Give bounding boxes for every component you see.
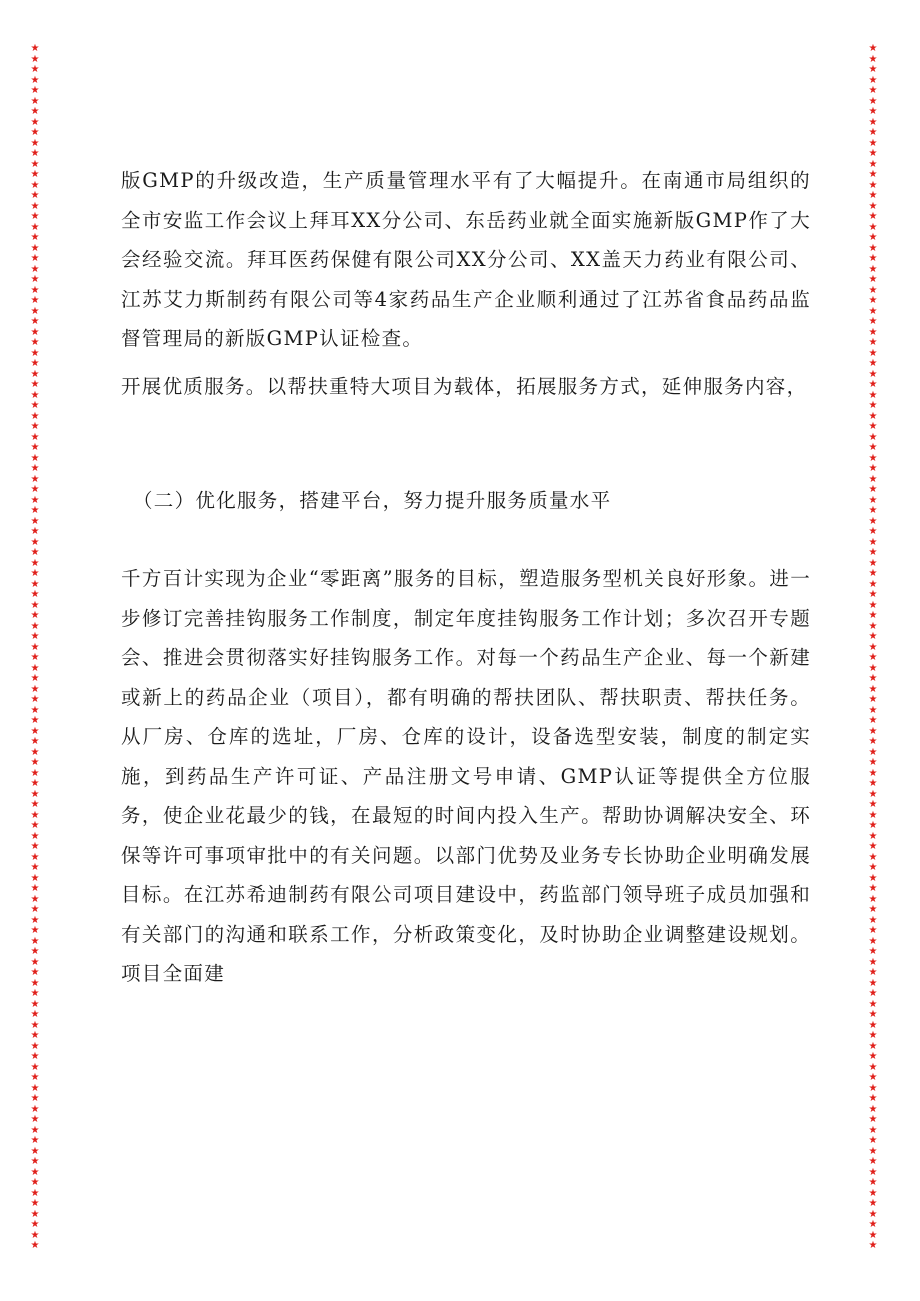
star-icon: ★ (30, 221, 40, 233)
star-icon: ★ (868, 1240, 878, 1251)
star-icon: ★ (30, 620, 40, 632)
star-icon: ★ (868, 368, 878, 380)
star-icon: ★ (30, 305, 40, 317)
star-icon: ★ (30, 1198, 40, 1209)
star-icon: ★ (868, 715, 878, 726)
star-icon: ★ (868, 127, 878, 138)
star-icon: ★ (868, 44, 878, 54)
star-icon: ★ (868, 211, 878, 222)
star-icon: ★ (30, 463, 40, 474)
paragraph-quality-service: 开展优质服务。以帮扶重特大项目为载体，拓展服务方式，延伸服务内容， (121, 374, 808, 398)
star-icon: ★ (30, 988, 40, 999)
star-icon: ★ (30, 683, 40, 695)
star-icon: ★ (868, 473, 878, 485)
star-icon: ★ (868, 977, 878, 989)
star-icon: ★ (868, 526, 878, 537)
star-icon: ★ (868, 1114, 878, 1125)
star-icon: ★ (868, 85, 878, 96)
star-icon: ★ (868, 421, 878, 432)
star-icon: ★ (30, 610, 40, 621)
star-icon: ★ (30, 914, 40, 926)
star-icon: ★ (30, 557, 40, 569)
star-icon: ★ (868, 1072, 878, 1083)
star-icon: ★ (868, 148, 878, 159)
star-icon: ★ (868, 190, 878, 201)
star-icon: ★ (868, 557, 878, 569)
star-icon: ★ (868, 200, 878, 212)
star-icon: ★ (30, 1177, 40, 1188)
star-icon: ★ (868, 1030, 878, 1041)
star-icon: ★ (30, 253, 40, 264)
star-icon: ★ (30, 925, 40, 936)
star-icon: ★ (30, 127, 40, 138)
star-icon: ★ (30, 631, 40, 642)
star-icon: ★ (868, 1156, 878, 1167)
star-icon: ★ (868, 295, 878, 306)
star-icon: ★ (868, 683, 878, 695)
star-icon: ★ (30, 767, 40, 779)
star-icon: ★ (868, 389, 878, 401)
star-icon: ★ (30, 74, 40, 86)
star-icon: ★ (30, 736, 40, 747)
star-icon: ★ (868, 547, 878, 558)
star-icon: ★ (30, 326, 40, 338)
star-icon: ★ (868, 736, 878, 747)
star-icon: ★ (868, 1009, 878, 1020)
star-icon: ★ (868, 641, 878, 653)
star-icon: ★ (868, 1135, 878, 1146)
star-icon: ★ (30, 946, 40, 957)
star-icon: ★ (30, 505, 40, 516)
star-icon: ★ (868, 652, 878, 663)
star-icon: ★ (868, 158, 878, 170)
star-icon: ★ (30, 757, 40, 768)
star-icon: ★ (868, 53, 878, 65)
star-icon: ★ (868, 536, 878, 548)
star-icon: ★ (30, 883, 40, 894)
star-icon: ★ (30, 694, 40, 705)
star-icon: ★ (30, 893, 40, 905)
star-icon: ★ (868, 988, 878, 999)
section-heading: （二）优化服务，搭建平台，努力提升服务质量水平 (133, 489, 612, 512)
star-icon: ★ (30, 977, 40, 989)
star-icon: ★ (868, 904, 878, 915)
star-icon: ★ (30, 799, 40, 810)
star-icon: ★ (868, 137, 878, 149)
star-icon: ★ (30, 1061, 40, 1073)
star-icon: ★ (30, 1093, 40, 1104)
star-icon: ★ (868, 725, 878, 737)
star-icon: ★ (868, 767, 878, 779)
star-icon: ★ (868, 1124, 878, 1136)
star-icon: ★ (30, 1187, 40, 1199)
star-icon: ★ (868, 442, 878, 453)
star-icon: ★ (30, 379, 40, 390)
star-icon: ★ (868, 494, 878, 506)
star-icon: ★ (868, 631, 878, 642)
star-icon: ★ (868, 673, 878, 684)
star-icon: ★ (30, 452, 40, 464)
star-icon: ★ (868, 599, 878, 611)
star-icon: ★ (30, 421, 40, 432)
star-icon: ★ (868, 704, 878, 716)
star-icon: ★ (868, 221, 878, 233)
star-icon: ★ (30, 137, 40, 149)
star-icon: ★ (30, 1009, 40, 1020)
star-icon: ★ (30, 1030, 40, 1041)
star-icon: ★ (30, 830, 40, 842)
star-icon: ★ (868, 589, 878, 600)
star-icon: ★ (868, 1051, 878, 1062)
document-body-bottom (121, 559, 811, 994)
star-icon: ★ (868, 799, 878, 810)
star-icon: ★ (868, 757, 878, 768)
star-icon: ★ (30, 1229, 40, 1241)
star-icon: ★ (30, 274, 40, 285)
star-icon: ★ (30, 44, 40, 54)
star-icon: ★ (868, 169, 878, 180)
star-icon: ★ (868, 74, 878, 86)
star-icon: ★ (30, 484, 40, 495)
star-icon: ★ (30, 652, 40, 663)
star-icon: ★ (868, 841, 878, 852)
document-body-top (121, 161, 811, 406)
star-icon: ★ (868, 1187, 878, 1199)
star-icon: ★ (30, 1166, 40, 1178)
star-icon: ★ (868, 914, 878, 926)
star-icon: ★ (868, 872, 878, 884)
star-icon: ★ (868, 778, 878, 789)
star-icon: ★ (868, 179, 878, 191)
star-icon: ★ (868, 1177, 878, 1188)
star-icon: ★ (30, 442, 40, 453)
star-icon: ★ (868, 484, 878, 495)
star-icon: ★ (868, 284, 878, 296)
star-icon: ★ (30, 232, 40, 243)
star-icon: ★ (30, 337, 40, 348)
star-icon: ★ (30, 85, 40, 96)
star-icon: ★ (30, 778, 40, 789)
star-icon: ★ (30, 158, 40, 170)
star-icon: ★ (30, 809, 40, 821)
star-icon: ★ (30, 904, 40, 915)
star-icon: ★ (30, 1156, 40, 1167)
star-icon: ★ (30, 515, 40, 527)
star-icon: ★ (868, 452, 878, 464)
star-icon: ★ (30, 211, 40, 222)
star-icon: ★ (30, 1082, 40, 1094)
star-icon: ★ (30, 1145, 40, 1157)
star-icon: ★ (30, 347, 40, 359)
star-icon: ★ (30, 431, 40, 443)
star-icon: ★ (868, 410, 878, 422)
right-star-border (866, 44, 880, 1252)
star-icon: ★ (868, 935, 878, 947)
star-icon: ★ (868, 64, 878, 75)
star-icon: ★ (30, 1135, 40, 1146)
star-icon: ★ (30, 704, 40, 716)
star-icon: ★ (30, 95, 40, 107)
star-icon: ★ (30, 190, 40, 201)
star-icon: ★ (30, 116, 40, 128)
star-icon: ★ (30, 368, 40, 380)
star-icon: ★ (30, 578, 40, 590)
star-icon: ★ (30, 106, 40, 117)
star-icon: ★ (868, 1198, 878, 1209)
star-icon: ★ (30, 473, 40, 485)
star-icon: ★ (30, 242, 40, 254)
star-icon: ★ (30, 589, 40, 600)
star-icon: ★ (868, 263, 878, 275)
star-icon: ★ (868, 998, 878, 1010)
paragraph-gap (121, 359, 811, 367)
paragraph-zero-distance-service: 千方百计实现为企业“零距离”服务的目标，塑造服务型机关良好形象。进一步修订完善挂钩服务工作制度，制定年度挂钩服务工作计划；多次召开专题会、推进会贯彻落实好挂钩服务工作。对每一个药品生产企业、每一个新建或新上的药品企业（项目），都有明确的帮扶团队、帮扶职责、帮扶任务。从厂房、仓库的选址，厂房、仓库的设计，设备选型安装，制度的制定实施，到药品生产许可证、产品注册文号申请、GMP认证等提供全方位服务，使企业花最少的钱，在最短的时间内投入生产。帮助协调解决安全、环保等许可事项审批中的有关问题。以部门优势及业务专长协助企业明确发展目标。在江苏希迪制药有限公司项目建设中，药监部门领导班子成员加强和有关部门的沟通和联系工作，分析政策变化，及时协助企业调整建设规划。项目全面建 (121, 567, 811, 985)
star-icon: ★ (868, 1082, 878, 1094)
star-icon: ★ (30, 389, 40, 401)
star-icon: ★ (30, 1103, 40, 1115)
star-icon: ★ (868, 337, 878, 348)
star-icon: ★ (30, 526, 40, 537)
star-icon: ★ (868, 1219, 878, 1230)
star-icon: ★ (868, 1040, 878, 1052)
star-icon: ★ (30, 169, 40, 180)
star-icon: ★ (30, 851, 40, 863)
star-icon: ★ (868, 851, 878, 863)
star-icon: ★ (868, 463, 878, 474)
paragraph-gmp-upgrade: 版GMP的升级改造，生产质量管理水平有了大幅提升。在南通市局组织的全市安监工作会议上拜耳XX分公司、东岳药业就全面实施新版GMP作了大会经验交流。拜耳医药保健有限公司XX分公司、XX盖天力药业有限公司、江苏艾力斯制药有限公司等4家药品生产企业顺利通过了江苏省食品药品监督管理局的新版GMP认证检查。 (121, 169, 811, 350)
star-icon: ★ (30, 715, 40, 726)
star-icon: ★ (30, 1072, 40, 1083)
star-icon: ★ (868, 242, 878, 254)
star-icon: ★ (30, 820, 40, 831)
star-icon: ★ (868, 883, 878, 894)
star-icon: ★ (868, 400, 878, 411)
star-icon: ★ (30, 316, 40, 327)
star-icon: ★ (868, 610, 878, 621)
star-icon: ★ (30, 872, 40, 884)
star-icon: ★ (868, 809, 878, 821)
star-icon: ★ (30, 200, 40, 212)
star-icon: ★ (868, 305, 878, 317)
star-icon: ★ (868, 893, 878, 905)
star-icon: ★ (868, 1145, 878, 1157)
star-icon: ★ (868, 568, 878, 579)
star-icon: ★ (30, 358, 40, 369)
star-icon: ★ (30, 662, 40, 674)
star-icon: ★ (868, 1019, 878, 1031)
star-icon: ★ (30, 179, 40, 191)
star-icon: ★ (868, 788, 878, 800)
star-icon: ★ (868, 956, 878, 968)
star-icon: ★ (30, 1219, 40, 1230)
star-icon: ★ (30, 410, 40, 422)
star-icon: ★ (868, 620, 878, 632)
star-icon: ★ (30, 599, 40, 611)
star-icon: ★ (30, 1051, 40, 1062)
star-icon: ★ (30, 148, 40, 159)
star-icon: ★ (868, 830, 878, 842)
star-icon: ★ (30, 967, 40, 978)
star-icon: ★ (30, 1240, 40, 1251)
star-icon: ★ (30, 263, 40, 275)
star-icon: ★ (868, 578, 878, 590)
star-icon: ★ (868, 253, 878, 264)
star-icon: ★ (868, 316, 878, 327)
star-icon: ★ (30, 64, 40, 75)
star-icon: ★ (30, 1124, 40, 1136)
star-icon: ★ (868, 232, 878, 243)
star-icon: ★ (868, 116, 878, 128)
star-icon: ★ (868, 431, 878, 443)
star-icon: ★ (868, 946, 878, 957)
star-icon: ★ (868, 1061, 878, 1073)
star-icon: ★ (868, 1229, 878, 1241)
star-icon: ★ (30, 1040, 40, 1052)
star-icon: ★ (30, 284, 40, 296)
star-icon: ★ (30, 494, 40, 506)
star-icon: ★ (868, 746, 878, 758)
star-icon: ★ (868, 925, 878, 936)
star-icon: ★ (868, 862, 878, 873)
star-icon: ★ (868, 1103, 878, 1115)
star-icon: ★ (30, 841, 40, 852)
star-icon: ★ (868, 274, 878, 285)
star-icon: ★ (30, 956, 40, 968)
star-icon: ★ (868, 967, 878, 978)
star-icon: ★ (30, 536, 40, 548)
star-icon: ★ (868, 1208, 878, 1220)
star-icon: ★ (30, 547, 40, 558)
star-icon: ★ (30, 295, 40, 306)
star-icon: ★ (30, 1114, 40, 1125)
star-icon: ★ (868, 1093, 878, 1104)
star-icon: ★ (30, 862, 40, 873)
star-icon: ★ (30, 53, 40, 65)
star-icon: ★ (30, 1208, 40, 1220)
star-icon: ★ (868, 358, 878, 369)
star-icon: ★ (868, 662, 878, 674)
star-icon: ★ (30, 998, 40, 1010)
star-icon: ★ (30, 935, 40, 947)
star-icon: ★ (868, 1166, 878, 1178)
star-icon: ★ (30, 788, 40, 800)
star-icon: ★ (30, 725, 40, 737)
star-icon: ★ (868, 106, 878, 117)
star-icon: ★ (30, 568, 40, 579)
star-icon: ★ (30, 400, 40, 411)
star-icon: ★ (30, 746, 40, 758)
star-icon: ★ (868, 505, 878, 516)
star-icon: ★ (30, 1019, 40, 1031)
star-icon: ★ (30, 673, 40, 684)
star-icon: ★ (868, 326, 878, 338)
star-icon: ★ (868, 820, 878, 831)
star-icon: ★ (868, 95, 878, 107)
star-icon: ★ (30, 641, 40, 653)
left-star-border (28, 44, 42, 1252)
star-icon: ★ (868, 379, 878, 390)
star-icon: ★ (868, 694, 878, 705)
star-icon: ★ (868, 347, 878, 359)
star-icon: ★ (868, 515, 878, 527)
